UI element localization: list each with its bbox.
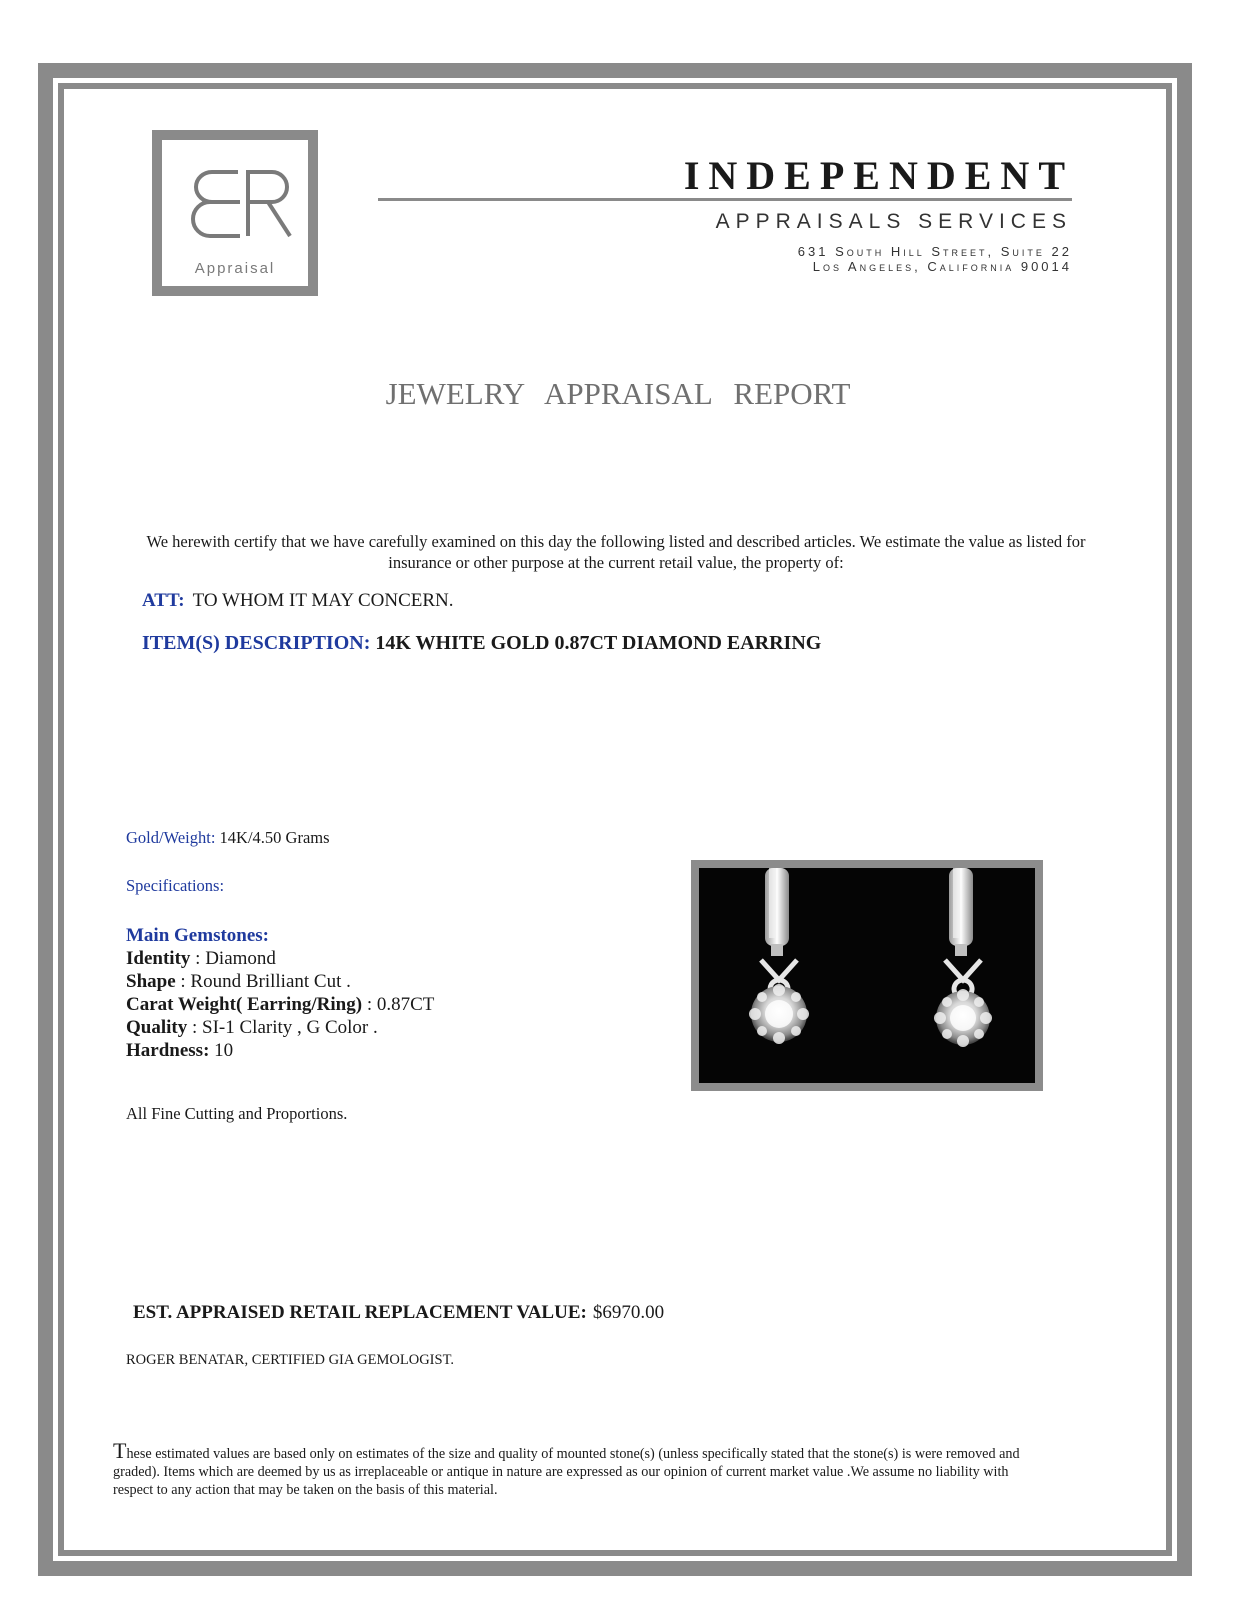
br-monogram-icon — [190, 168, 300, 238]
att-value: TO WHOM IT MAY CONCERN. — [192, 590, 454, 611]
diamond-earrings-icon — [699, 868, 1035, 1083]
address-line-2: Los Angeles, California 90014 — [812, 259, 1072, 274]
gem-row-hardness: Hardness: 10 — [126, 1040, 234, 1061]
gem-row-identity: Identity : Diamond — [126, 948, 276, 969]
attention-line — [142, 590, 454, 612]
appraisal-logo — [152, 130, 318, 296]
gem-row-shape: Shape : Round Brilliant Cut . — [126, 971, 351, 992]
appraised-value — [133, 1302, 664, 1324]
gold-weight — [126, 828, 330, 848]
disclaimer — [113, 1438, 1023, 1499]
item-description — [142, 632, 821, 655]
gem-row-carat: Carat Weight( Earring/Ring) : 0.87CT — [126, 994, 435, 1015]
report-title: JEWELRY APPRAISAL REPORT — [385, 376, 851, 411]
address-line-1: 631 South Hill Street, Suite 22 — [797, 244, 1072, 259]
header-divider — [378, 198, 1072, 201]
gold-label: Gold/Weight: — [126, 828, 216, 847]
main-gemstones — [126, 924, 434, 1062]
fine-cutting-note: All Fine Cutting and Proportions. — [126, 1104, 348, 1123]
gold-value: 14K/4.50 Grams — [219, 828, 330, 847]
company-subtitle: APPRAISALS SERVICES — [715, 210, 1072, 233]
earring-photo — [699, 868, 1035, 1083]
company-title: INDEPENDENT — [683, 153, 1074, 198]
specifications-label: Specifications: — [126, 876, 225, 895]
att-label: ATT: — [142, 590, 185, 611]
gem-row-quality: Quality : SI-1 Clarity , G Color . — [126, 1017, 378, 1038]
certification-intro: We herewith certify that we have carefully examined on this day the following listed and described articles. We estimate the value as listed for insurance or other purpose at the current retail value, the property of: — [146, 532, 1086, 572]
desc-label: ITEM(S) DESCRIPTION: — [142, 632, 371, 654]
disclaimer-initial: T — [113, 1438, 127, 1463]
earring-photo-frame — [691, 860, 1043, 1091]
logo-caption: Appraisal — [194, 260, 276, 277]
desc-value: 14K WHITE GOLD 0.87CT DIAMOND EARRING — [375, 632, 822, 654]
page-frame-inner — [58, 83, 1172, 1556]
main-gemstones-label: Main Gemstones: — [126, 925, 270, 946]
disclaimer-text: hese estimated values are based only on estimates of the size and quality of mounted stone(s) (unless specifically stated that the stone(s) is were removed and graded). Items which are deemed by us as irreplaceable or antique in nature are expressed as our opinion of current market value .We assume no liability with respect to any action that may be taken on the basis of this material. — [113, 1446, 1020, 1498]
gemologist-signature-line: ROGER BENATAR, CERTIFIED GIA GEMOLOGIST. — [126, 1352, 454, 1368]
appraised-value-label: EST. APPRAISED RETAIL REPLACEMENT VALUE: — [133, 1302, 587, 1323]
appraised-value-amount: $6970.00 — [592, 1302, 665, 1323]
